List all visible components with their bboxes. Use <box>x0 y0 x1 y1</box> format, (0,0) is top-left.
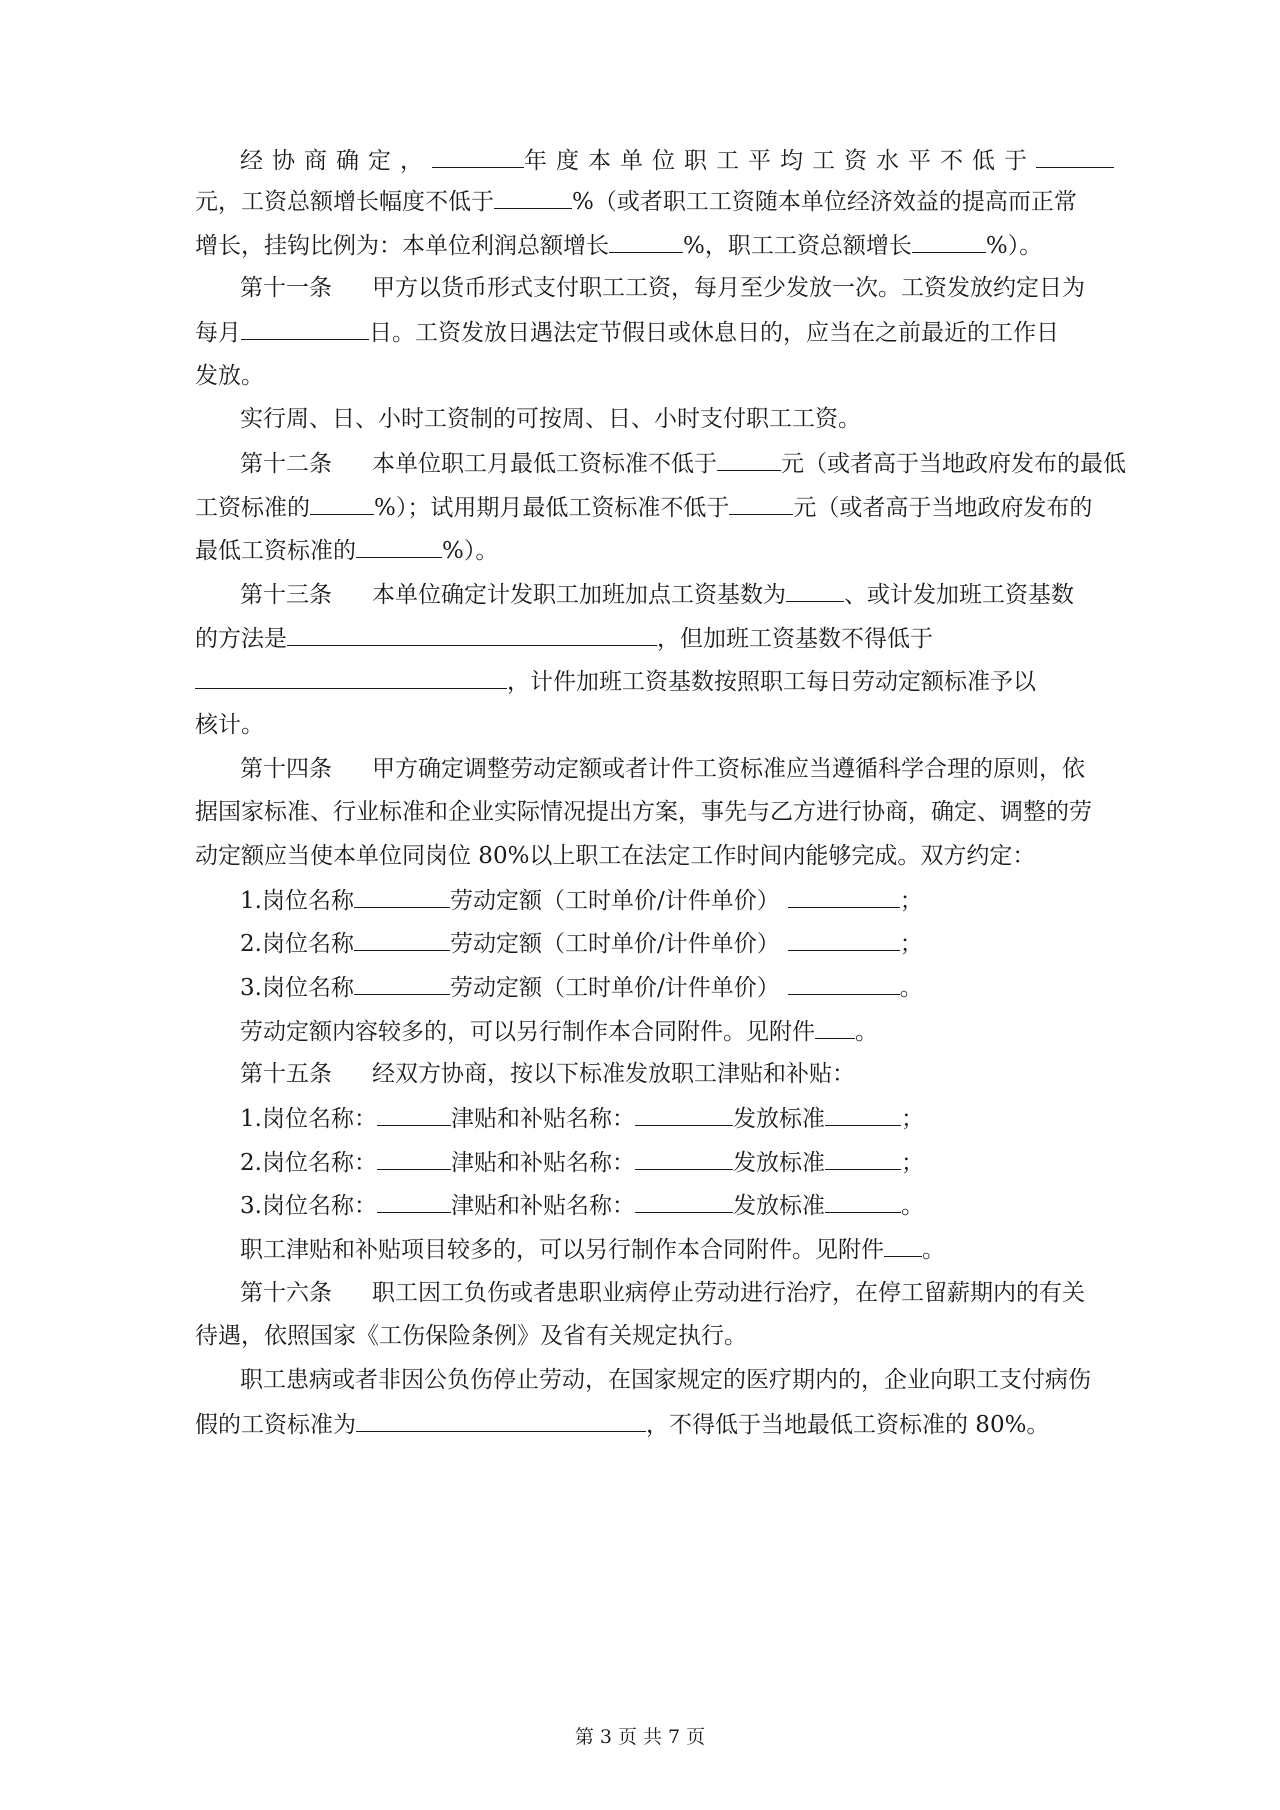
article-12-line <box>240 448 1126 479</box>
text-segment: 。 <box>922 1237 945 1263</box>
fill-blank[interactable] <box>884 1234 922 1257</box>
text-segment: ，不得低于当地最低工资标准的 80%。 <box>646 1412 1050 1438</box>
fill-blank[interactable] <box>635 1103 733 1126</box>
paragraph-line <box>240 145 1085 176</box>
text-segment: 每月 <box>195 320 241 346</box>
text-segment: 本单位确定计发职工加班加点工资基数为 <box>372 582 786 608</box>
paragraph-line <box>195 361 1085 391</box>
text-segment: ； <box>900 1106 924 1132</box>
text-segment: ，计件加班工资基数按照职工每日劳动定额标准予以 <box>507 669 1036 695</box>
list-item <box>240 885 1085 916</box>
paragraph-line <box>195 1409 1085 1440</box>
article-label: 第十五条 <box>240 1061 332 1087</box>
text-segment: 元（或者高于当地政府发布的最低 <box>781 451 1126 477</box>
text-segment: ； <box>900 1150 924 1176</box>
text-segment: 待遇，依照国家《工伤保险条例》及省有关规定执行。 <box>195 1323 747 1349</box>
article-label: 第十二条 <box>240 451 332 477</box>
fill-blank[interactable] <box>1036 145 1114 168</box>
fill-blank[interactable] <box>287 623 657 646</box>
article-14-line <box>240 754 1085 784</box>
fill-blank[interactable] <box>815 1016 855 1039</box>
paragraph-line <box>240 1016 1085 1047</box>
text-segment: %（或者职工工资随本单位经济效益的提高而正常 <box>572 189 1077 215</box>
text-segment: 劳动定额（工时单价/计件单价） <box>449 888 780 914</box>
text-segment: 职工患病或者非因公负伤停止劳动，在国家规定的医疗期内的，企业向职工支付病伤 <box>240 1367 1091 1393</box>
fill-blank[interactable] <box>310 492 374 515</box>
text-segment: 职工因工负伤或者患职业病停止劳动进行治疗，在停工留薪期内的有关 <box>372 1280 1085 1306</box>
fill-blank[interactable] <box>912 230 986 253</box>
article-15-line <box>240 1059 1085 1089</box>
fill-blank[interactable] <box>609 230 683 253</box>
article-label: 第十三条 <box>240 582 332 608</box>
text-segment: 年度本单位职工平均工资水平不低于 <box>524 148 1036 174</box>
fill-blank[interactable] <box>354 972 450 995</box>
paragraph-line <box>195 710 1085 740</box>
text-segment: 甲方以货币形式支付职工工资，每月至少发放一次。工资发放约定日为 <box>372 275 1085 301</box>
text-segment: 劳动定额（工时单价/计件单价） <box>449 975 780 1001</box>
paragraph-line <box>195 623 1085 654</box>
text-segment: 甲方确定调整劳动定额或者计件工资标准应当遵循科学合理的原则，依 <box>372 756 1085 782</box>
text-segment: 津贴和补贴名称： <box>450 1106 635 1132</box>
text-segment: 2.岗位名称： <box>240 1150 377 1176</box>
fill-blank[interactable] <box>356 535 442 558</box>
text-segment: 核计。 <box>195 712 264 738</box>
text-segment: %，职工工资总额增长 <box>683 233 912 259</box>
fill-blank[interactable] <box>788 885 900 908</box>
text-segment: 经协商确定， <box>240 148 432 174</box>
text-segment: 本单位职工月最低工资标准不低于 <box>372 451 717 477</box>
text-segment: %）。 <box>985 233 1043 259</box>
text-segment: 据国家标准、行业标准和企业实际情况提出方案，事先与乙方进行协商，确定、调整的劳 <box>195 799 1092 825</box>
fill-blank[interactable] <box>354 885 450 908</box>
fill-blank[interactable] <box>729 492 793 515</box>
fill-blank[interactable] <box>635 1190 733 1213</box>
fill-blank[interactable] <box>377 1190 451 1213</box>
text-segment: 1.岗位名称 <box>240 888 354 914</box>
text-segment: 3.岗位名称： <box>240 1193 377 1219</box>
article-16-line <box>240 1278 1085 1308</box>
text-segment: 发放。 <box>195 363 264 389</box>
paragraph-line <box>195 186 1085 217</box>
text-segment: 实行周、日、小时工资制的可按周、日、小时支付职工工资。 <box>240 406 861 432</box>
fill-blank[interactable] <box>377 1147 451 1170</box>
article-label: 第十六条 <box>240 1280 332 1306</box>
text-segment: 职工津贴和补贴项目较多的，可以另行制作本合同附件。见附件 <box>240 1237 884 1263</box>
article-label: 第十一条 <box>240 275 332 301</box>
article-11-line <box>240 273 1085 303</box>
list-item <box>240 972 1085 1003</box>
fill-blank[interactable] <box>195 666 507 689</box>
fill-blank[interactable] <box>241 317 369 340</box>
fill-blank[interactable] <box>377 1103 451 1126</box>
list-item <box>240 928 1085 959</box>
text-segment: ； <box>899 931 923 957</box>
text-segment: 劳动定额（工时单价/计件单价） <box>449 931 780 957</box>
paragraph-line <box>195 841 1085 871</box>
page-number-footer: 第 3 页 共 7 页 <box>574 1726 706 1748</box>
text-segment: 1.岗位名称： <box>240 1106 377 1132</box>
fill-blank[interactable] <box>717 448 781 471</box>
text-segment: 。 <box>855 1019 878 1045</box>
text-segment: ，但加班工资基数不得低于 <box>657 626 933 652</box>
text-segment: 的方法是 <box>195 626 287 652</box>
list-item <box>240 1103 1085 1134</box>
text-segment: 经双方协商，按以下标准发放职工津贴和补贴： <box>372 1061 855 1087</box>
paragraph-line <box>195 797 1092 827</box>
fill-blank[interactable] <box>788 972 900 995</box>
paragraph-line <box>240 404 1085 434</box>
fill-blank[interactable] <box>825 1190 901 1213</box>
text-segment: 津贴和补贴名称： <box>450 1193 635 1219</box>
fill-blank[interactable] <box>825 1147 901 1170</box>
paragraph-line <box>195 317 1085 348</box>
text-segment: 发放标准 <box>732 1150 825 1176</box>
text-segment: 增长，挂钩比例为：本单位利润总额增长 <box>195 233 609 259</box>
text-segment: 元（或者高于当地政府发布的 <box>793 495 1093 521</box>
text-segment: 工资标准的 <box>195 495 310 521</box>
list-item <box>240 1147 1085 1178</box>
text-segment: 2.岗位名称 <box>240 931 354 957</box>
text-segment: 日。工资发放日遇法定节假日或休息日的，应当在之前最近的工作日 <box>369 320 1059 346</box>
paragraph-line <box>195 1321 1085 1351</box>
fill-blank[interactable] <box>354 928 450 951</box>
list-item <box>240 1190 1085 1221</box>
paragraph-line <box>240 1234 1085 1265</box>
article-13-line <box>240 579 1085 610</box>
text-segment: ； <box>899 888 923 914</box>
text-segment: 元，工资总额增长幅度不低于 <box>195 189 494 215</box>
fill-blank[interactable] <box>356 1409 646 1432</box>
text-segment: 动定额应当使本单位同岗位 80%以上职工在法定工作时间内能够完成。双方约定： <box>195 843 1036 869</box>
text-segment: 发放标准 <box>732 1193 825 1219</box>
paragraph-line <box>195 666 1085 697</box>
text-segment: 、或计发加班工资基数 <box>844 582 1074 608</box>
fill-blank[interactable] <box>494 186 572 209</box>
fill-blank[interactable] <box>788 928 900 951</box>
paragraph-line <box>195 535 1085 566</box>
text-segment: 3.岗位名称 <box>240 975 354 1001</box>
article-label: 第十四条 <box>240 756 332 782</box>
paragraph-line <box>240 1365 1091 1395</box>
text-segment: 津贴和补贴名称： <box>450 1150 635 1176</box>
text-segment: 假的工资标准为 <box>195 1412 356 1438</box>
fill-blank[interactable] <box>786 579 844 602</box>
paragraph-line <box>195 230 1085 261</box>
text-segment: 发放标准 <box>732 1106 825 1132</box>
paragraph-line <box>195 492 1093 523</box>
fill-blank[interactable] <box>825 1103 901 1126</box>
text-segment: 。 <box>899 975 923 1001</box>
text-segment: 最低工资标准的 <box>195 538 356 564</box>
text-segment: %）。 <box>442 538 499 564</box>
fill-blank[interactable] <box>635 1147 733 1170</box>
text-segment: %）；试用期月最低工资标准不低于 <box>374 495 730 521</box>
fill-blank[interactable] <box>432 145 524 168</box>
text-segment: 。 <box>900 1193 924 1219</box>
text-segment: 劳动定额内容较多的，可以另行制作本合同附件。见附件 <box>240 1019 815 1045</box>
